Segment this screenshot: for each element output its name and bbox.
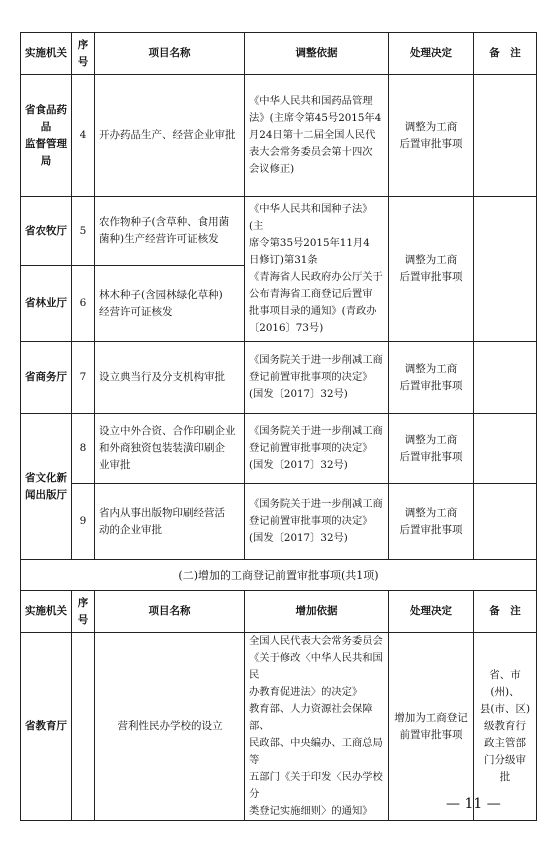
agency-cell: 省林业厅 xyxy=(21,266,72,342)
header-name: 项目名称 xyxy=(95,33,245,75)
decision-cell: 调整为工商 后置审批事项 xyxy=(389,484,474,560)
row-number: 7 xyxy=(72,342,95,414)
note-cell xyxy=(474,342,537,414)
header-agency: 实施机关 xyxy=(21,591,72,633)
row-number: 4 xyxy=(72,75,95,197)
adjust-basis: 《国务院关于进一步削减工商 登记前置审批事项的决定》 (国发〔2017〕32号) xyxy=(245,484,389,560)
header-name: 项目名称 xyxy=(95,591,245,633)
decision-cell: 增加为工商登记 前置审批事项 xyxy=(389,633,474,821)
section-title: (二)增加的工商登记前置审批事项(共1项) xyxy=(21,560,537,591)
header-decision: 处理决定 xyxy=(389,591,474,633)
decision-cell: 调整为工商 后置审批事项 xyxy=(389,414,474,484)
note-cell xyxy=(474,197,537,342)
adjust-basis: 《中华人民共和国药品管理 法》(主席令第45号2015年4 月24日第十二届全国人民代 表大会常务委员会第十四次 会议修正) xyxy=(245,75,389,197)
adjust-basis: 《中华人民共和国种子法》(主 席令第35号2015年11月4 日修订)第31条 《青海省人民政府办公厅关于 公布青海省工商登记后置审 批事项目录的通知》(青政办 〔2016〕73号) xyxy=(245,197,389,342)
note-cell xyxy=(474,414,537,484)
adjusted-items-table xyxy=(20,32,537,821)
item-name: 农作物种子(含草种、食用菌 菌种)生产经营许可证核发 xyxy=(95,197,245,266)
note-cell xyxy=(474,75,537,197)
table-header-row xyxy=(21,33,537,75)
note-cell: 省、市(州)、 县(市、区) 级教育行 政主管部 门分级审 批 xyxy=(474,633,537,821)
header-agency: 实施机关 xyxy=(21,33,72,75)
header-basis: 调整依据 xyxy=(245,33,389,75)
header-no: 序号 xyxy=(72,591,95,633)
table-row xyxy=(21,197,537,266)
agency-cell: 省教育厅 xyxy=(21,633,72,821)
row-number: 9 xyxy=(72,484,95,560)
item-name: 省内从事出版物印刷经营活 动的企业审批 xyxy=(95,484,245,560)
header-basis: 增加依据 xyxy=(245,591,389,633)
header-note: 备 注 xyxy=(474,591,537,633)
row-number: 6 xyxy=(72,266,95,342)
page-number: — 11 — xyxy=(446,796,501,812)
header-decision: 处理决定 xyxy=(389,33,474,75)
row-number: 5 xyxy=(72,197,95,266)
item-name: 开办药品生产、经营企业审批 xyxy=(95,75,245,197)
table-header-row xyxy=(21,591,537,633)
table-row xyxy=(21,633,537,821)
decision-cell: 调整为工商 后置审批事项 xyxy=(389,75,474,197)
note-cell xyxy=(474,484,537,560)
header-no: 序号 xyxy=(72,33,95,75)
row-number: 8 xyxy=(72,414,95,484)
agency-cell: 省食品药品 监督管理局 xyxy=(21,75,72,197)
adjust-basis: 《国务院关于进一步削减工商 登记前置审批事项的决定》 (国发〔2017〕32号) xyxy=(245,342,389,414)
adjust-basis: 《国务院关于进一步削减工商 登记前置审批事项的决定》 (国发〔2017〕32号) xyxy=(245,414,389,484)
row-number xyxy=(72,633,95,821)
decision-cell: 调整为工商 后置审批事项 xyxy=(389,197,474,342)
item-name: 营利性民办学校的设立 xyxy=(95,633,245,821)
header-note: 备 注 xyxy=(474,33,537,75)
section-row xyxy=(21,560,537,591)
decision-cell: 调整为工商 后置审批事项 xyxy=(389,342,474,414)
agency-cell: 省商务厅 xyxy=(21,342,72,414)
table-row xyxy=(21,75,537,197)
item-name: 林木种子(含园林绿化草种) 经营许可证核发 xyxy=(95,266,245,342)
item-name: 设立中外合资、合作印刷企业 和外商独资包装装潢印刷企 业审批 xyxy=(95,414,245,484)
agency-cell: 省文化新 闻出版厅 xyxy=(21,414,72,560)
agency-cell: 省农牧厅 xyxy=(21,197,72,266)
table-row xyxy=(21,484,537,560)
table-row xyxy=(21,414,537,484)
item-name: 设立典当行及分支机构审批 xyxy=(95,342,245,414)
added-basis: 全国人民代表大会常务委员会 《关于修改〈中华人民共和国民 办教育促进法〉的决定》 教育部、人力资源社会保障部、 民政部、中央编办、工商总局等 五部门《关于印发〈民办学校分 类登记实施细则〉的通知》 xyxy=(245,633,389,821)
table-row xyxy=(21,342,537,414)
